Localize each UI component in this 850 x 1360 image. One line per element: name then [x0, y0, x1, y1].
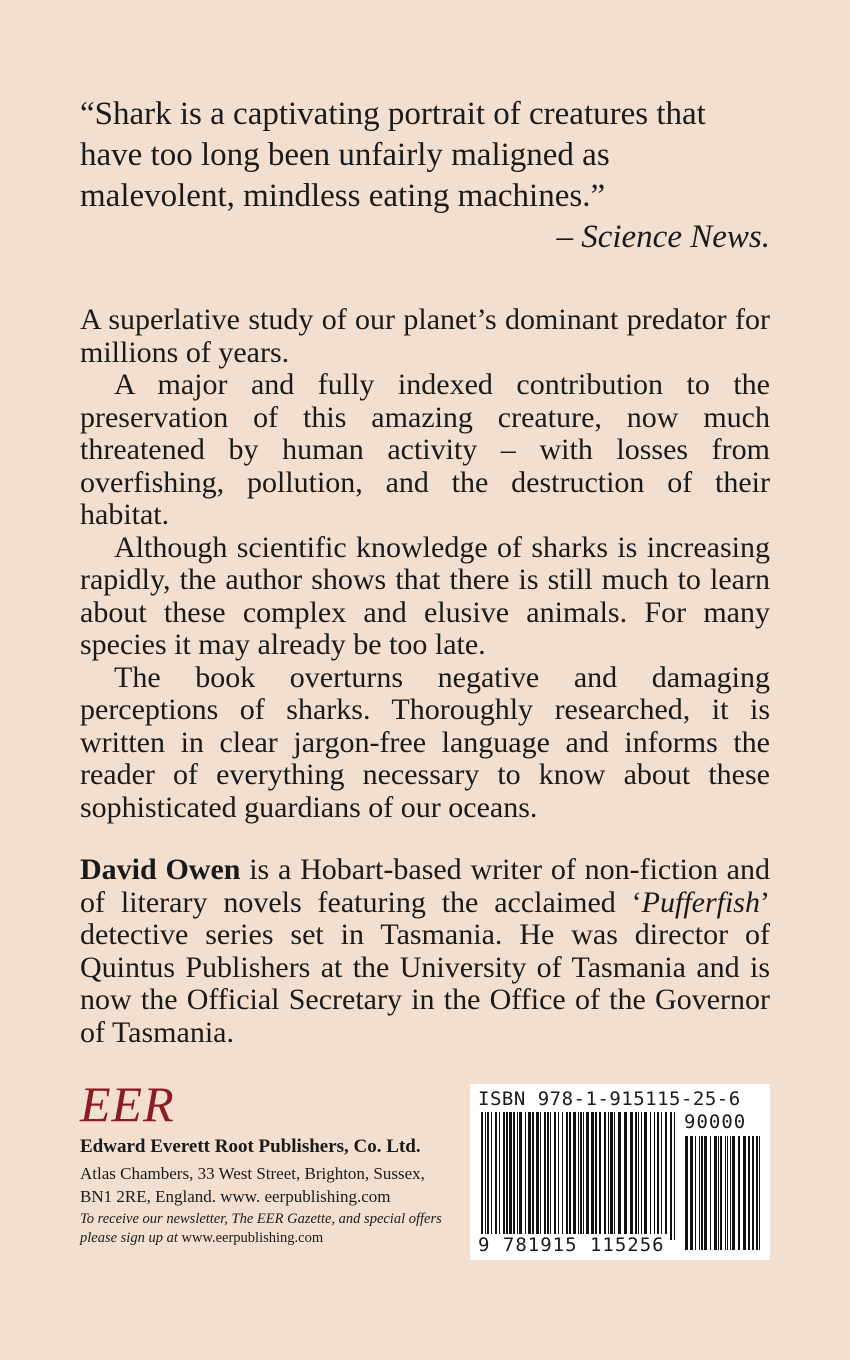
book-blurb [80, 304, 770, 824]
author-bio-text: is a Hobart-based writer of non-fiction and of literary novels featuring the acclaimed ‘ [80, 853, 770, 919]
barcode-bar [481, 1112, 483, 1240]
blurb-paragraph: A major and fully indexed contribution to the preservation of this amazing creature, now much threatened by human activity – with losses from overfishing, pollution, and the destruction of their habitat. [80, 368, 770, 531]
barcode-bar [558, 1112, 559, 1240]
barcode-bar [595, 1112, 597, 1240]
series-title: Pufferfish [641, 885, 760, 919]
barcode-bar [485, 1112, 486, 1240]
newsletter-text: To receive our newsletter, The EER Gazette, and special offers please sign up at [80, 1211, 442, 1246]
barcode-bar [759, 1136, 760, 1250]
barcode-bar [586, 1112, 589, 1240]
barcode-bar [752, 1136, 754, 1250]
barcode-bar [525, 1112, 526, 1240]
author-bio [80, 854, 770, 1049]
newsletter-url: www.eerpublishing.com [181, 1230, 324, 1246]
blurb-paragraph: The book overturns negative and damaging perceptions of sharks. Thoroughly researched, it is written in clear jargon-free language and informs the reader of everything necessary to know about these sophisticated guardians of our oceans. [80, 660, 770, 824]
barcode-bar [695, 1136, 696, 1250]
barcode-bar [699, 1136, 700, 1250]
publisher-address: Atlas Chambers, 33 West Street, Brighton, Sussex, BN1 2RE, England. www. eerpublishing.com [80, 1164, 425, 1206]
back-cover-text [80, 94, 770, 1079]
isbn-number: ISBN 978-1-915115-25-6 [478, 1088, 741, 1110]
barcode-bar [599, 1112, 601, 1240]
barcode-bar [635, 1112, 637, 1240]
barcode-bar [614, 1112, 615, 1240]
barcode-bar [641, 1112, 642, 1240]
barcode-bar [487, 1112, 489, 1240]
barcode-bar [618, 1112, 621, 1240]
author-name: David Owen [80, 853, 241, 886]
barcode-bar [674, 1112, 675, 1240]
barcode-bar [550, 1112, 551, 1240]
blurb-paragraph: A superlative study of our planet’s dominant predator for millions of years. [80, 303, 770, 369]
barcode-bar [704, 1136, 707, 1250]
barcode-bar [661, 1112, 662, 1240]
barcode-bar [536, 1112, 539, 1240]
barcode-bar [540, 1112, 541, 1240]
barcode-bar [578, 1112, 579, 1240]
barcode-bar [630, 1112, 633, 1240]
barcode-bar [738, 1136, 740, 1250]
barcode-bar [608, 1112, 609, 1240]
ean-digits: 9 781915 115256 [478, 1234, 665, 1256]
isbn-barcode [470, 1084, 770, 1260]
barcode-bar [718, 1136, 719, 1250]
barcode-bar [690, 1136, 693, 1250]
barcode-bar [566, 1112, 568, 1240]
barcode-bar [491, 1112, 492, 1240]
barcode-bar [725, 1136, 726, 1250]
barcode-bar [670, 1112, 672, 1240]
ean-bars [480, 1112, 680, 1240]
newsletter-note [80, 1210, 450, 1248]
publisher-logo: EER [80, 1076, 175, 1132]
barcode-bar [532, 1112, 534, 1240]
barcode-bar [610, 1112, 613, 1240]
barcode-bar [730, 1136, 731, 1250]
barcode-bar [756, 1136, 758, 1250]
barcode-bar [495, 1112, 497, 1240]
barcode-bar [506, 1112, 508, 1240]
barcode-bar [554, 1112, 556, 1240]
barcode-bar [513, 1112, 515, 1240]
blurb-paragraph: Although scientific knowledge of sharks is increasing rapidly, the author shows that there is still much to learn about these complex and elusive animals. For many species it may already be too late. [80, 530, 770, 661]
barcode-bar [701, 1136, 703, 1250]
barcode-bar [743, 1136, 746, 1250]
barcode-bar [528, 1112, 531, 1240]
barcode-bar [748, 1136, 750, 1250]
publisher-block [80, 1078, 450, 1248]
barcode-bar [665, 1112, 667, 1240]
barcode-bar [573, 1112, 576, 1240]
barcode-bar [517, 1112, 518, 1240]
barcode-bar [544, 1112, 546, 1240]
barcode-bar [583, 1112, 584, 1240]
barcode-bar [644, 1112, 647, 1240]
price-code: 90000 [684, 1111, 747, 1133]
barcode-bar [569, 1112, 571, 1240]
barcode-bar [509, 1112, 512, 1240]
barcode-bar [732, 1136, 735, 1250]
barcode-bar [685, 1136, 688, 1250]
barcode-bar [499, 1112, 500, 1240]
addon-bars [684, 1136, 762, 1250]
barcode-bar [727, 1136, 728, 1250]
review-quote: “Shark is a captivating portrait of creatures that have too long been unfairly maligned as malevolent, mindless eating machines.” [80, 96, 706, 214]
barcode-bar [604, 1112, 606, 1240]
barcode-bar [562, 1112, 563, 1240]
barcode-bar [624, 1112, 627, 1240]
barcode-bar [580, 1112, 582, 1240]
barcode-bar [710, 1136, 711, 1250]
review-attribution: – Science News. [556, 219, 770, 255]
barcode-bar [650, 1112, 651, 1240]
barcode-bar [714, 1136, 717, 1250]
author-bio-text-2: ’ detective series set in Tasmania. He was director of Quintus Publishers at the University of Tasmania and is now the Official Secretary in the Office of the Governor of Tasmania. [80, 885, 770, 1049]
barcode-bar [547, 1112, 549, 1240]
barcode-bar [720, 1136, 722, 1250]
barcode-bar [638, 1112, 639, 1240]
publisher-name: Edward Everett Root Publishers, Co. Ltd. [80, 1136, 421, 1157]
barcode-bar [503, 1112, 505, 1240]
barcode-bar [591, 1112, 594, 1240]
barcode-bar [654, 1112, 655, 1240]
barcode-bar [657, 1112, 659, 1240]
barcode-bar [519, 1112, 522, 1240]
